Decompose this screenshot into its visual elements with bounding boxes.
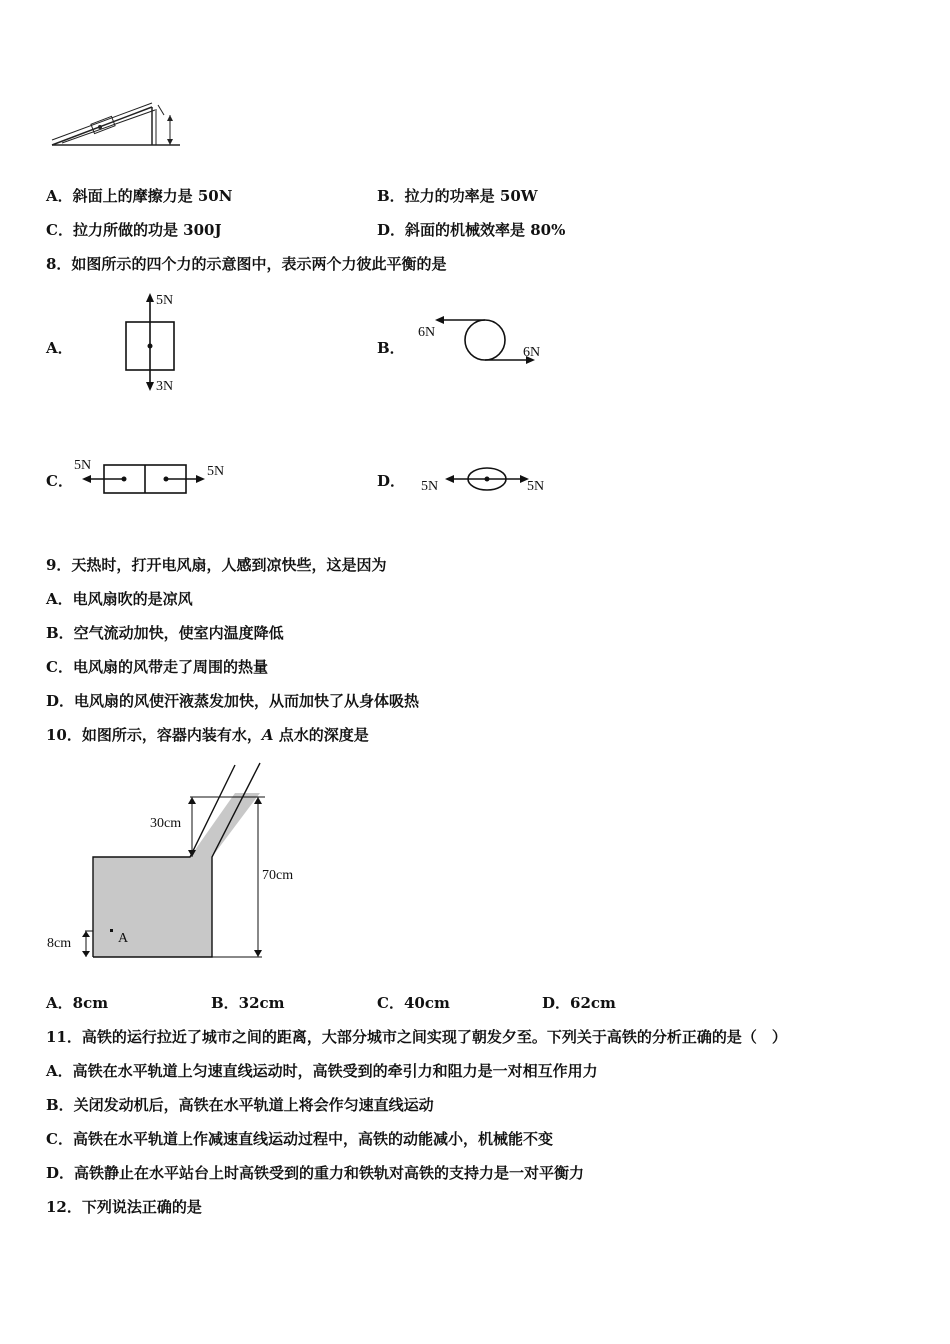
q8-letter-c: C． <box>46 472 73 490</box>
q10-stem-suffix: 点水的深度是 <box>273 726 369 744</box>
q11-stem: 11．高铁的运行拉近了城市之间的距离，大部分城市之间实现了朝发夕至。下列关于高铁的分析正确的是（ ） <box>46 1028 787 1046</box>
q11-option-b: B．关闭发动机后，高铁在水平轨道上将会作匀速直线运动 <box>46 1096 434 1114</box>
q8-b-right-label: 6N <box>523 345 541 360</box>
q7-option-c: C．拉力所做的功是 300J <box>46 221 222 239</box>
q8-figure-d <box>415 460 565 500</box>
q7-option-b: B．拉力的功率是 50W <box>377 187 538 205</box>
q11-option-d: D．高铁静止在水平站台上时高铁受到的重力和铁轨对高铁的支持力是一对平衡力 <box>46 1164 585 1182</box>
q8-c-left-label: 5N <box>74 458 92 473</box>
q12-stem: 12．下列说法正确的是 <box>46 1198 202 1216</box>
q8-c-right-label: 5N <box>207 464 225 479</box>
q8-letter-d: D． <box>377 472 406 490</box>
q8-stem: 8．如图所示的四个力的示意图中，表示两个力彼此平衡的是 <box>46 255 447 273</box>
q11-option-a: A．高铁在水平轨道上匀速直线运动时，高铁受到的牵引力和阻力是一对相互作用力 <box>46 1062 598 1080</box>
q9-option-b: B．空气流动加快，使室内温度降低 <box>46 624 284 642</box>
q10-option-d: D．62cm <box>542 994 616 1012</box>
q11-option-c: C．高铁在水平轨道上作减速直线运动过程中，高铁的动能减小，机械能不变 <box>46 1130 553 1148</box>
q8-b-left-label: 6N <box>418 325 436 340</box>
q8-letter-a: A． <box>46 339 73 357</box>
q9-option-a: A．电风扇吹的是凉风 <box>46 590 193 608</box>
q10-label-70: 70cm <box>262 868 294 883</box>
q10-label-8: 8cm <box>47 936 72 951</box>
q8-a-top-label: 5N <box>156 293 174 308</box>
q10-label-30: 30cm <box>150 816 182 831</box>
q8-a-bottom-label: 3N <box>156 379 174 394</box>
q10-stem-prefix: 10．如图所示，容器内装有水， <box>46 726 262 744</box>
q8-letter-b: B． <box>377 339 405 357</box>
q10-point-a: A <box>118 931 129 946</box>
q7-option-a: A．斜面上的摩擦力是 50N <box>46 187 233 205</box>
q8-d-left-label: 5N <box>421 479 439 494</box>
q9-option-c: C．电风扇的风带走了周围的热量 <box>46 658 268 676</box>
incline-figure <box>40 95 190 155</box>
q10-option-a: A．8cm <box>46 994 109 1012</box>
q7-option-d: D．斜面的机械效率是 80% <box>377 221 566 239</box>
q10-option-b: B．32cm <box>211 994 285 1012</box>
q8-figure-a <box>115 290 195 400</box>
q10-stem <box>46 725 369 745</box>
q9-stem: 9．天热时，打开电风扇，人感到凉快些，这是因为 <box>46 556 387 574</box>
q10-stem-point: A <box>261 726 274 744</box>
q8-figure-b <box>410 310 560 380</box>
q10-container-figure <box>40 760 320 970</box>
q9-option-d: D．电风扇的风使汗液蒸发加快，从而加快了从身体吸热 <box>46 692 420 710</box>
q8-figure-c <box>72 455 242 500</box>
q10-option-c: C．40cm <box>377 994 450 1012</box>
q8-d-right-label: 5N <box>527 479 545 494</box>
